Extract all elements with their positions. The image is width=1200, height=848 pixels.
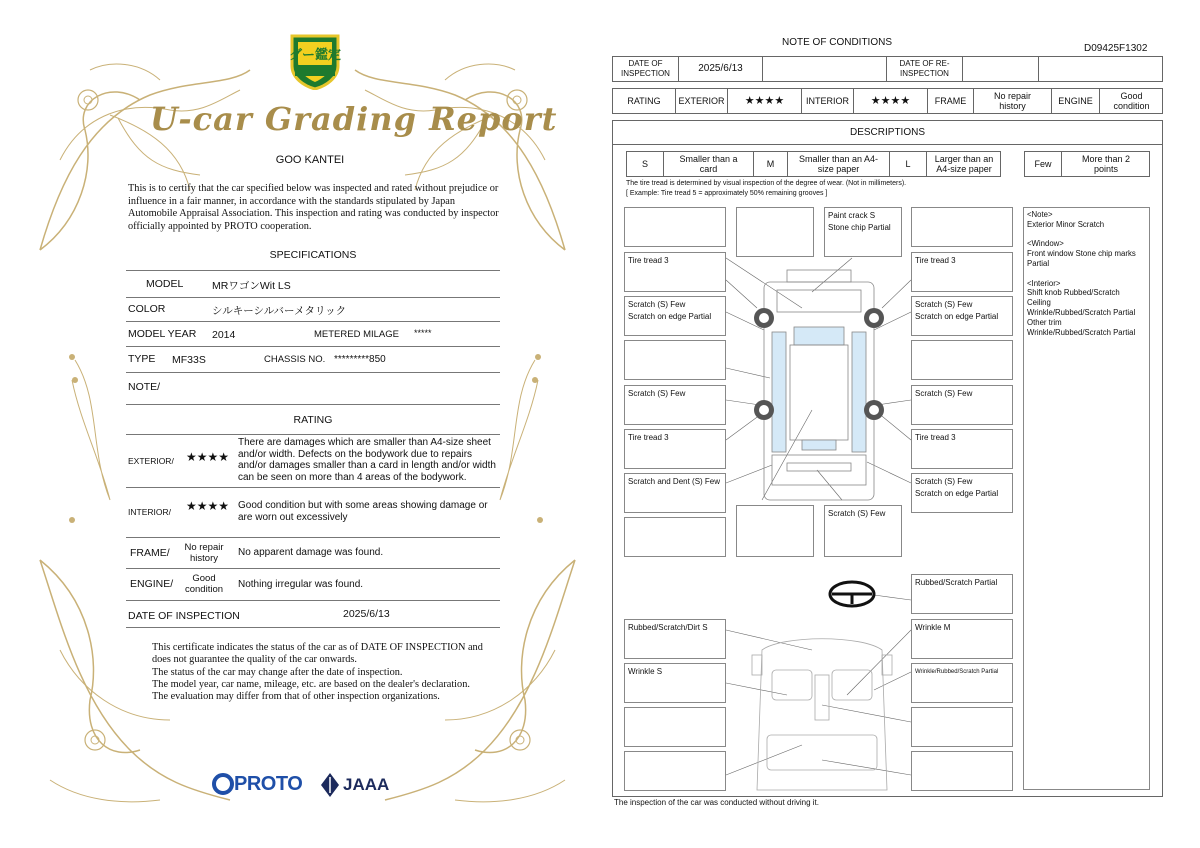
chassis-label: CHASSIS NO. [264,354,326,365]
legend-code: M [754,152,788,176]
note-box-left-1: Tire tread 3 [624,252,726,292]
note-box-left-2: Scratch (S) Few Scratch on edge Partial [624,296,726,336]
exterior-label: EXTERIOR/ [128,456,174,466]
model-year-label: MODEL YEAR [128,328,197,340]
color-value: シルキーシルバーメタリック [212,305,347,317]
conditions-title: NOTE OF CONDITIONS [782,37,892,48]
inspection-date-table [612,56,1163,82]
report-subtitle: GOO KANTEI [275,154,345,166]
note-row [126,373,500,405]
exterior-stars: ★★★★ [728,89,802,113]
note-box [624,707,726,747]
frame-label: FRAME/ [130,547,170,559]
legend-text: Smaller than an A4-size paper [788,152,890,176]
note-box-right-6: Scratch (S) Few Scratch on edge Partial [911,473,1013,513]
legend-text: Smaller than a card [664,152,754,176]
note-box-right-4: Scratch (S) Few [911,385,1013,425]
legend-code: Few [1025,152,1062,176]
note-box [624,751,726,791]
note-box-left-5: Tire tread 3 [624,429,726,469]
footer-line: The evaluation may differ from that of other inspection organizations. [152,691,440,703]
date-row [126,601,500,628]
mileage-value: ***** [414,328,432,338]
model-value: MRワゴンWit LS [212,280,291,292]
note-box [911,340,1013,380]
exterior-label: EXTERIOR [676,89,728,113]
note-box [736,207,814,257]
mileage-label: METERED MILAGE [314,329,399,340]
interior-stars: ★★★★ [186,499,230,513]
note-box-interior-right-1: Wrinkle M [911,619,1013,659]
tire-note: The tire tread is determined by visual inspection of the degree of wear. (Not in millimeters). [626,180,907,187]
side-note-panel: <Note> Exterior Minor Scratch <Window> Front window Stone chip marks Partial <Interior> Shift knob Rubbed/Scratch Ceiling Wrinkle/Rubbed/Scratch Partial Other trim Wrinkle/Rubbed/Scratch Partial [1023,207,1150,790]
note-box [624,207,726,247]
conditions-footer: The inspection of the car was conducted without driving it. [614,798,819,807]
color-label: COLOR [128,303,166,315]
proto-logo [212,772,312,798]
rating-label: RATING [613,89,676,113]
legend-code: L [890,152,927,176]
note-box [911,707,1013,747]
document-id: D09425F1302 [1084,43,1148,54]
legend-table [626,151,1001,177]
rating-heading: RATING [293,414,333,426]
type-value: MF33S [172,354,206,366]
type-row [126,347,500,373]
interior-label: INTERIOR/ [128,507,171,517]
engine-row [126,569,500,601]
type-label: TYPE [128,353,156,365]
frame-value: No repair history [184,542,224,564]
jaaa-logo-text: JAAA [343,775,390,794]
interior-rating-row [126,487,500,538]
report-title: U-car Grading Report [150,100,558,138]
frame-row [126,538,500,569]
proto-logo-text: PROTO [234,773,303,795]
model-label: MODEL [146,278,184,290]
note-of-conditions [612,0,1164,848]
reinspection-label: DATE OF RE-INSPECTION [887,57,963,81]
note-box [624,517,726,557]
exterior-rating-row [126,434,500,488]
chassis-value: *********850 [334,354,386,365]
note-box [624,340,726,380]
engine-description: Nothing irregular was found. [238,579,364,590]
note-box [911,207,1013,247]
frame-label: FRAME [928,89,974,113]
engine-label: ENGINE [1052,89,1100,113]
note-box-steering: Rubbed/Scratch Partial [911,574,1013,614]
engine-value: Good condition [1113,91,1150,111]
blank-cell [963,57,1039,81]
frame-description: No apparent damage was found. [238,547,384,558]
note-box-right-2: Scratch (S) Few Scratch on edge Partial [911,296,1013,336]
note-box-left-6: Scratch and Dent (S) Few [624,473,726,513]
goo-badge [288,32,342,90]
interior-label: INTERIOR [802,89,854,113]
engine-value: Good condition [184,573,224,595]
note-box [911,751,1013,791]
footer-line: The model year, car name, mileage, etc. are based on the dealer's declaration. [152,678,470,690]
frame-value: No repair history [974,89,1052,113]
badge-text: グー鑑定 [288,47,341,62]
note-box-interior-right-2: Wrinkle/Rubbed/Scratch Partial [911,663,1013,703]
date-value: 2025/6/13 [343,608,390,620]
descriptions-heading: DESCRIPTIONS [612,120,1163,145]
legend-text: Larger than an A4-size paper [934,154,994,174]
footer-line: The status of the car may change after the date of inspection. [152,666,403,678]
note-label: NOTE/ [128,381,161,393]
note-box-right-1: Tire tread 3 [911,252,1013,292]
date-of-inspection-value: 2025/6/13 [679,57,763,81]
color-row [126,297,500,322]
note-box-top-center: Paint crack S Stone chip Partial [824,207,902,257]
rating-table [612,88,1163,114]
interior-description: Good condition but with some areas showing damage or are worn out excessively [238,500,488,523]
specifications-heading: SPECIFICATIONS [269,249,357,261]
exterior-stars: ★★★★ [186,450,230,464]
certificate-intro: This is to certify that the car specified below was inspected and rated without prejudice or influence in a fair manner, in accordance with the standards stipulated by Japan Automobile Appraisal Association. This inspection and rating was conducted by inspector officially appointed by PROTO cooperation. [128,183,499,232]
note-box-bottom-center: Scratch (S) Few [824,505,902,557]
legend-code: S [627,152,664,176]
date-of-inspection-label: DATE OF INSPECTION [613,57,679,81]
legend-text: More than 2 points [1081,154,1131,174]
note-box-interior-left-1: Rubbed/Scratch/Dirt S [624,619,726,659]
note-box [736,505,814,557]
tire-example: [ Example: Tire tread 5 = approximately 50% remaining grooves ] [626,190,828,197]
model-row [126,270,500,298]
legend-few [1024,151,1150,177]
blank-cell [763,57,887,81]
footer-line: This certificate indicates the status of the car as of DATE OF INSPECTION and does not guarantee the quality of the car onwards. [152,642,483,666]
model-year-row [126,322,500,347]
note-box-interior-left-2: Wrinkle S [624,663,726,703]
engine-label: ENGINE/ [130,578,174,590]
certificate-footer [152,642,492,703]
note-box-right-5: Tire tread 3 [911,429,1013,469]
model-year-value: 2014 [212,329,236,341]
interior-stars: ★★★★ [854,89,928,113]
date-label: DATE OF INSPECTION [128,610,240,622]
exterior-description: There are damages which are smaller than A4-size sheet and/or width. Defects on the bodywork due to repairs and/or damages smaller than a card in length and/or width can be seen on more than 4 areas of the bodywork. [238,437,496,483]
jaaa-logo [320,772,400,798]
note-box-left-4: Scratch (S) Few [624,385,726,425]
